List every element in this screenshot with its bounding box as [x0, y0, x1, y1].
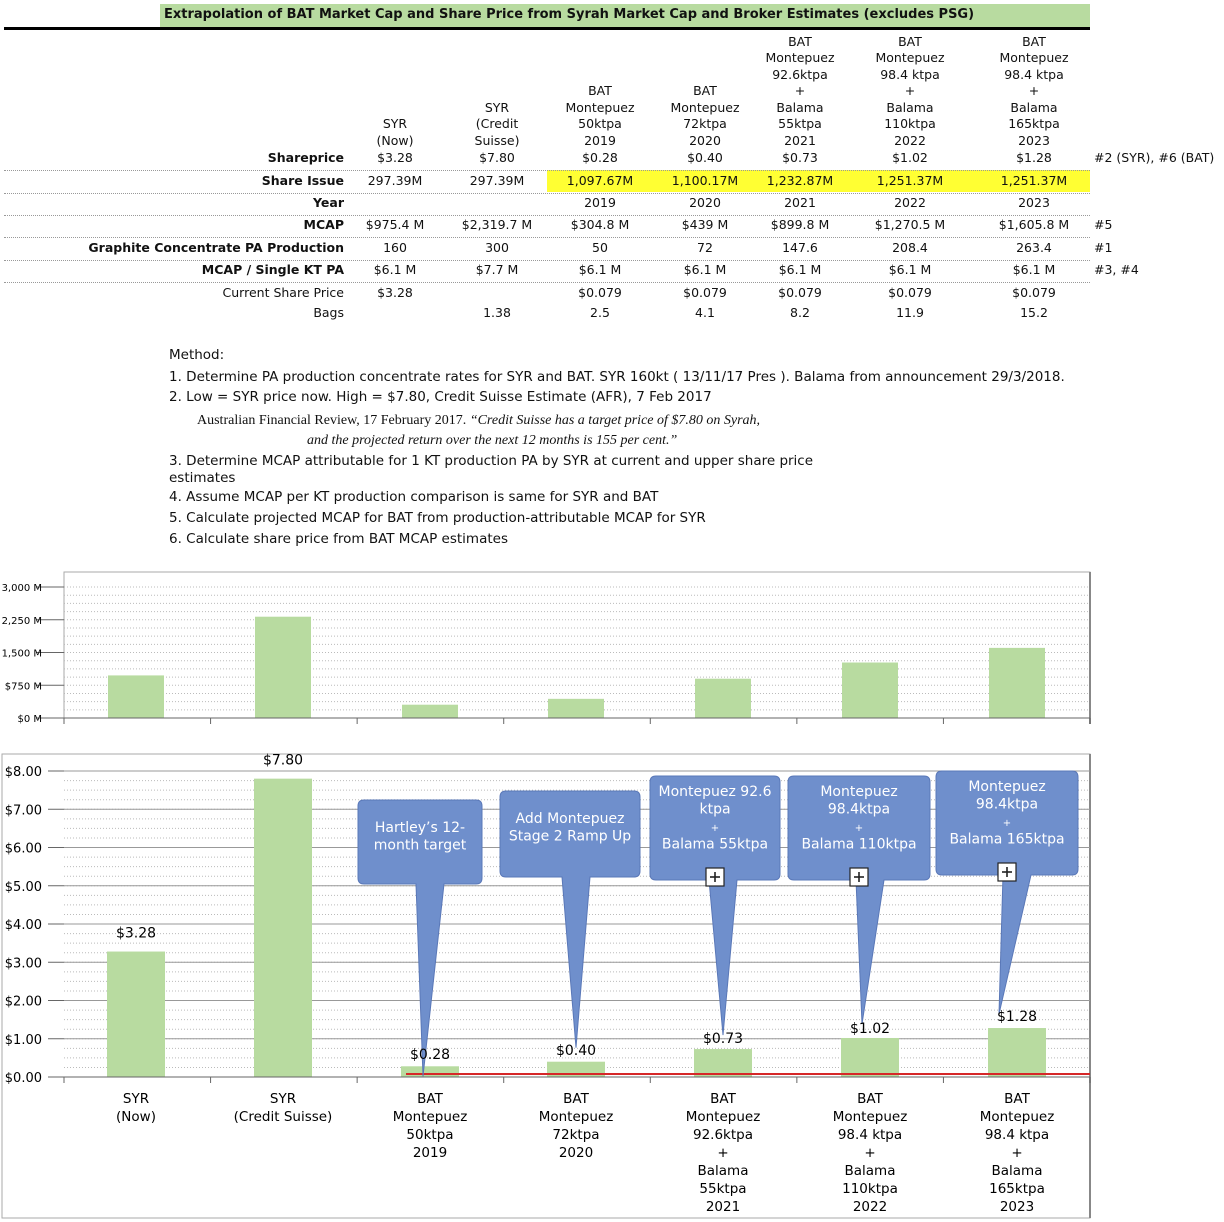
bar — [401, 1066, 459, 1077]
callout-text: Balama 165ktpa — [949, 831, 1065, 848]
method-heading: Method: — [169, 347, 225, 363]
x-tick-label: Balama — [991, 1163, 1043, 1179]
column-header-line: (Now) — [376, 132, 414, 148]
column-header-line: (Credit — [475, 116, 519, 131]
table-cell: $3.28 — [377, 285, 413, 300]
x-tick-label: Montepuez — [832, 1109, 908, 1125]
bar — [695, 679, 751, 718]
x-tick-label: 2019 — [412, 1145, 448, 1161]
table-cell: $7.7 M — [475, 262, 519, 277]
callout-text: Balama 110ktpa — [801, 836, 917, 853]
quote-source: Australian Financial Review, 17 February 2017. — [197, 413, 470, 428]
quote-line-2 — [307, 431, 677, 451]
column-header-line: 55ktpa — [778, 116, 822, 131]
table-cell: 50 — [592, 240, 608, 255]
y-tick-label: $0 M — [17, 714, 42, 725]
x-tick-label: SYR — [122, 1091, 150, 1107]
plot-area — [64, 572, 1090, 718]
row-label: Share Issue — [261, 173, 344, 188]
table-cell: 208.4 — [892, 240, 928, 255]
table-cell: 1,251.37M — [876, 173, 944, 188]
table-cell: $0.079 — [1012, 285, 1056, 300]
x-tick-label: BAT — [563, 1091, 589, 1107]
x-tick-label: SYR — [269, 1091, 297, 1107]
method-step-1: 1. Determine PA production concentrate rates for SYR and BAT. SYR 160kt ( 13/11/17 Pres ). Balama from announcement 29/3/2018. — [169, 369, 1065, 385]
table-cell: 1,097.67M — [566, 173, 634, 188]
row-separator — [4, 170, 1090, 171]
column-header-line: 165ktpa — [1008, 116, 1060, 131]
table-cell: $0.079 — [888, 285, 932, 300]
x-tick-label: Montepuez — [685, 1109, 761, 1125]
bar — [107, 952, 165, 1077]
column-header — [974, 34, 1094, 150]
bar — [842, 663, 898, 718]
bar — [402, 705, 458, 718]
x-tick-label: 55ktpa — [699, 1181, 747, 1197]
y-tick-label: $7.00 — [4, 803, 42, 819]
row-label: Year — [313, 195, 344, 210]
table-cell: $1.28 — [1016, 150, 1052, 165]
table-cell: 147.6 — [782, 240, 818, 255]
x-tick-label: (Credit Suisse) — [233, 1109, 333, 1125]
row-separator — [4, 237, 1090, 238]
bar — [548, 699, 604, 718]
table-cell: 297.39M — [469, 173, 525, 188]
bar — [108, 675, 164, 718]
table-cell: $1,270.5 M — [874, 217, 946, 232]
share-price-bar-chart — [0, 752, 1224, 1222]
method-step-2: 2. Low = SYR price now. High = $7.80, Credit Suisse Estimate (AFR), 7 Feb 2017 — [169, 389, 712, 405]
method-step-5: 5. Calculate projected MCAP for BAT from production-attributable MCAP for SYR — [169, 510, 706, 526]
table-cell: $0.73 — [782, 150, 818, 165]
method-step-6: 6. Calculate share price from BAT MCAP estimates — [169, 531, 508, 547]
table-cell: $6.1 M — [778, 262, 822, 277]
column-header-line: 50ktpa — [578, 116, 622, 131]
row-label: Shareprice — [267, 150, 344, 165]
table-cell: 72 — [697, 240, 713, 255]
y-tick-label: 2,250 M — [1, 615, 42, 627]
callout-text: 98.4ktpa — [975, 796, 1039, 813]
bar — [988, 1028, 1046, 1077]
table-cell: $1,605.8 M — [998, 217, 1070, 232]
table-cell: 15.2 — [1020, 305, 1048, 320]
callout-text: Montepuez — [820, 784, 898, 800]
x-tick-label: 110ktpa — [842, 1181, 898, 1197]
bar — [255, 617, 311, 718]
row-label: MCAP — [303, 217, 344, 232]
table-cell: $6.1 M — [578, 262, 622, 277]
table-cell: 2.5 — [590, 305, 610, 320]
table-cell: 1,100.17M — [671, 173, 739, 188]
data-label: $0.40 — [555, 1043, 597, 1059]
callout-text: + — [1002, 818, 1012, 829]
table-cell: $0.28 — [582, 150, 618, 165]
callout-text: + — [854, 823, 864, 834]
column-header-line: Balama — [886, 99, 934, 115]
x-tick-label: 165ktpa — [989, 1181, 1045, 1197]
column-header-line: Montepuez — [765, 50, 835, 65]
table-cell: $6.1 M — [373, 262, 417, 277]
table-cell: 297.39M — [367, 173, 423, 188]
x-tick-label: 2023 — [999, 1199, 1035, 1215]
x-tick-label: 2021 — [705, 1199, 741, 1215]
quote-text-2: and the projected return over the next 12 months is 155 per cent.” — [307, 433, 678, 448]
column-header — [437, 100, 557, 150]
callout-text: Hartley’s 12- — [374, 820, 466, 836]
column-header-line: BAT — [693, 83, 717, 98]
row-separator — [4, 260, 1090, 261]
y-tick-label: $1.00 — [4, 1032, 42, 1048]
row-note: #2 (SYR), #6 (BAT) — [1094, 150, 1215, 165]
table-cell: $7.80 — [479, 150, 515, 165]
table-cell: 263.4 — [1016, 240, 1052, 255]
column-header-line: Balama — [1010, 99, 1058, 115]
table-cell: 1,251.37M — [1000, 173, 1068, 188]
table-cell: 160 — [383, 240, 407, 255]
y-tick-label: $3.00 — [4, 956, 42, 972]
x-tick-label: 98.4 ktpa — [984, 1127, 1050, 1143]
x-tick-label: 98.4 ktpa — [837, 1127, 903, 1143]
x-tick-label: Montepuez — [392, 1109, 468, 1125]
column-header-line: 92.6ktpa — [772, 66, 828, 82]
callout-text: Stage 2 Ramp Up — [508, 828, 632, 845]
column-header-line: BAT — [898, 33, 922, 49]
data-label: $1.02 — [849, 1021, 891, 1037]
table-cell: $975.4 M — [365, 217, 425, 232]
y-tick-label: 1,500 M — [1, 648, 42, 660]
column-header-line: Balama — [776, 99, 824, 115]
row-label: MCAP / Single KT PA — [201, 262, 344, 277]
data-label: $0.73 — [702, 1031, 744, 1047]
column-header-line: Suisse) — [474, 132, 520, 148]
column-header — [540, 83, 660, 149]
table-cell: $1.02 — [892, 150, 928, 165]
x-tick-label: BAT — [857, 1091, 883, 1107]
column-header-line: Montepuez — [875, 50, 945, 65]
column-header-line: 98.4 ktpa — [880, 66, 940, 82]
callout-text: month target — [373, 837, 467, 854]
method-step-3a: 3. Determine MCAP attributable for 1 KT production PA by SYR at current and upper share price — [169, 453, 814, 469]
row-separator — [4, 282, 1090, 283]
table-cell: 2022 — [894, 195, 926, 210]
x-tick-label: 2020 — [558, 1145, 594, 1161]
callout-text: 98.4ktpa — [827, 801, 891, 818]
column-header-line: + — [1028, 83, 1040, 98]
y-tick-label: $2.00 — [4, 994, 42, 1010]
column-header-line: SYR — [484, 99, 510, 115]
table-cell: $3.28 — [377, 150, 413, 165]
quote-line-1 — [197, 411, 760, 431]
table-cell: $0.079 — [683, 285, 727, 300]
method-step-4: 4. Assume MCAP per KT production comparison is same for SYR and BAT — [169, 489, 659, 505]
callout-text: + — [710, 823, 720, 834]
table-cell: $6.1 M — [1012, 262, 1056, 277]
x-tick-label: Balama — [844, 1163, 896, 1179]
callout-text: ktpa — [699, 801, 731, 818]
x-tick-label: Balama — [697, 1163, 749, 1179]
column-header-line: 2023 — [1018, 132, 1050, 148]
table-cell: 2021 — [784, 195, 816, 210]
y-tick-label: $6.00 — [4, 841, 42, 857]
mcap-bar-chart — [0, 570, 1224, 730]
data-label: $1.28 — [996, 1009, 1038, 1025]
column-header-line: Montepuez — [565, 99, 635, 115]
x-tick-label: Montepuez — [979, 1109, 1055, 1125]
bar — [989, 648, 1045, 718]
x-tick-label: 2022 — [852, 1199, 888, 1215]
data-label: $0.28 — [409, 1047, 451, 1063]
y-tick-label: $5.00 — [4, 879, 42, 895]
callout-text: Add Montepuez — [515, 811, 625, 827]
table-cell: $899.8 M — [770, 217, 830, 232]
table-cell: 1,232.87M — [766, 173, 834, 188]
row-separator — [4, 193, 1090, 194]
column-header-line: Montepuez — [670, 99, 740, 115]
table-cell: 4.1 — [695, 305, 715, 320]
callout-text: Montepuez 92.6 — [658, 784, 772, 800]
y-tick-label: $8.00 — [4, 765, 42, 780]
data-label: $3.28 — [115, 925, 157, 942]
column-header-line: 2019 — [584, 132, 616, 148]
column-header-line: BAT — [588, 83, 612, 98]
page-title: Extrapolation of BAT Market Cap and Share Price from Syrah Market Cap and Broker Estimates (excludes PSG) — [160, 4, 1090, 27]
table-cell: $0.079 — [578, 285, 622, 300]
column-header — [850, 34, 970, 150]
column-header-line: 2021 — [784, 132, 816, 148]
data-label: $7.80 — [262, 752, 304, 769]
y-tick-label: $750 M — [4, 681, 42, 693]
row-label: Current Share Price — [222, 285, 344, 300]
x-tick-label: BAT — [1004, 1091, 1030, 1107]
row-note: #1 — [1094, 240, 1113, 255]
x-tick-label: (Now) — [116, 1109, 156, 1125]
table-cell: 2019 — [584, 195, 616, 210]
bar — [254, 779, 312, 1077]
table-cell: $0.079 — [778, 285, 822, 300]
x-tick-label: BAT — [417, 1091, 443, 1107]
x-tick-label: + — [864, 1145, 876, 1161]
column-header-line: SYR — [382, 116, 408, 131]
column-header-line: BAT — [788, 33, 812, 49]
x-tick-label: BAT — [710, 1091, 736, 1107]
x-tick-label: Montepuez — [538, 1109, 614, 1125]
row-label: Bags — [313, 305, 344, 320]
column-header-line: + — [904, 83, 916, 98]
x-tick-label: 92.6ktpa — [692, 1127, 754, 1143]
table-cell: 8.2 — [790, 305, 810, 320]
column-header-line: Montepuez — [999, 50, 1069, 65]
column-header-line: 110ktpa — [884, 116, 936, 131]
x-tick-label: 50ktpa — [406, 1127, 454, 1143]
y-tick-label: $4.00 — [4, 918, 42, 933]
callout-text: Montepuez — [968, 779, 1046, 795]
table-cell: 2023 — [1018, 195, 1050, 210]
table-cell: $6.1 M — [683, 262, 727, 277]
x-tick-label: + — [1011, 1145, 1023, 1161]
table-cell: 2020 — [689, 195, 721, 210]
table-cell: $6.1 M — [888, 262, 932, 277]
column-header-line: + — [794, 83, 806, 98]
table-cell: $439 M — [681, 217, 729, 232]
table-cell: 300 — [485, 240, 509, 255]
row-separator — [4, 215, 1090, 216]
quote-text-1: “Credit Suisse has a target price of $7.80 on Syrah, — [469, 413, 761, 428]
column-header-line: 98.4 ktpa — [1004, 66, 1064, 82]
column-header-line: 2020 — [689, 132, 721, 148]
method-step-3b: estimates — [169, 470, 236, 486]
table-cell: 1.38 — [483, 305, 511, 320]
column-header-line: 2022 — [894, 132, 926, 148]
row-note: #5 — [1094, 217, 1113, 232]
column-header — [740, 34, 860, 150]
bar — [694, 1049, 752, 1077]
table-cell: $0.40 — [687, 150, 723, 165]
column-header-line: 72ktpa — [683, 116, 727, 131]
bar — [841, 1038, 899, 1077]
table-cell: $304.8 M — [570, 217, 630, 232]
x-tick-label: + — [717, 1145, 729, 1161]
y-tick-label: 3,000 M — [1, 583, 42, 594]
x-tick-label: 72ktpa — [552, 1127, 600, 1143]
y-tick-label: $0.00 — [4, 1071, 42, 1086]
row-label: Graphite Concentrate PA Production — [88, 240, 344, 255]
row-note: #3, #4 — [1094, 262, 1139, 277]
title-rule — [4, 27, 1090, 30]
callout-text: Balama 55ktpa — [661, 836, 769, 853]
table-cell: $2,319.7 M — [461, 217, 533, 232]
table-cell: 11.9 — [896, 305, 924, 320]
column-header-line: BAT — [1022, 33, 1046, 49]
